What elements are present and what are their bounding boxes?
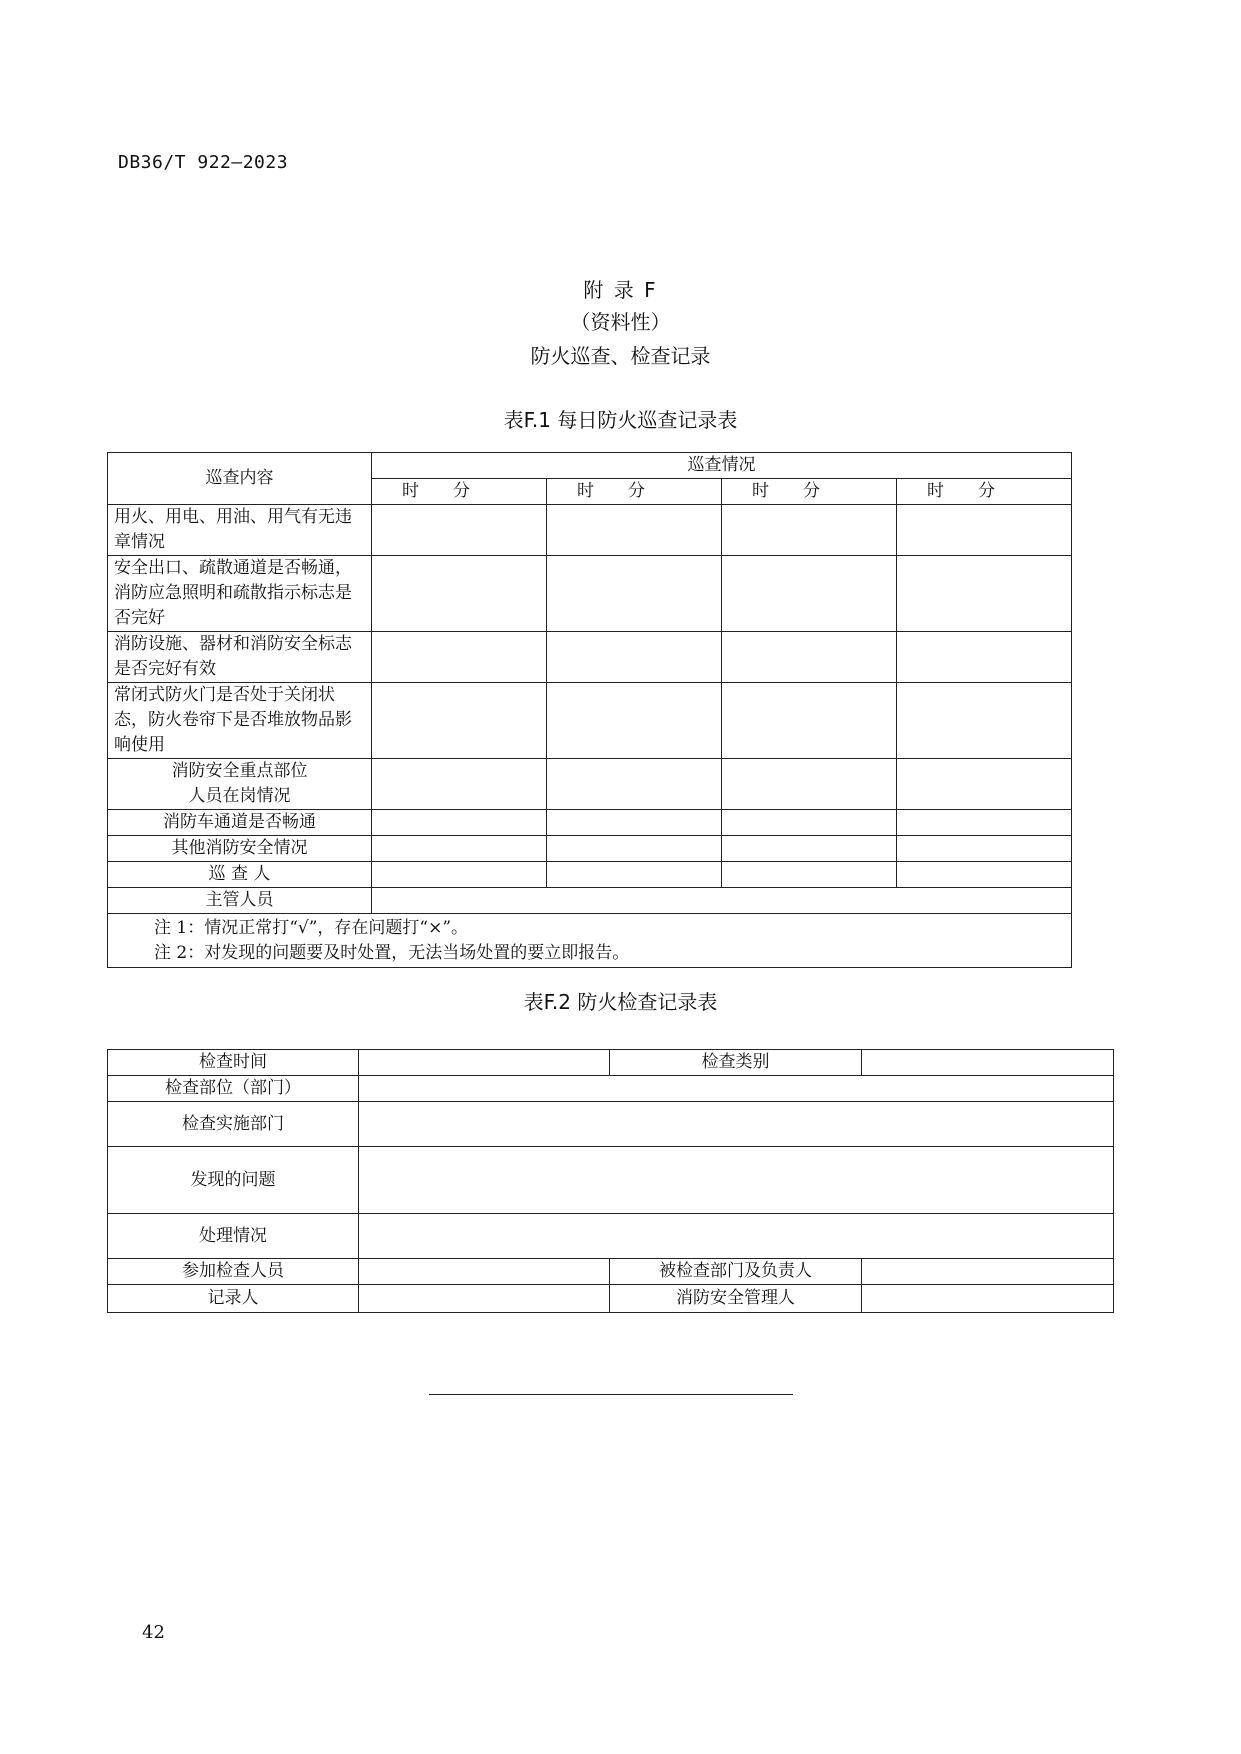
label-recorder: 记录人 xyxy=(108,1285,359,1313)
patroller-cell[interactable] xyxy=(547,862,722,888)
fire-inspection-table xyxy=(107,1049,1114,1313)
label-participants: 参加检查人员 xyxy=(108,1259,359,1285)
label-check-time: 检查时间 xyxy=(108,1050,359,1076)
patrol-cell[interactable] xyxy=(897,632,1072,683)
patrol-cell[interactable] xyxy=(722,810,897,836)
patroller-cell[interactable] xyxy=(897,862,1072,888)
patrol-cell[interactable] xyxy=(372,683,547,759)
label-check-location: 检查部位（部门） xyxy=(108,1076,359,1102)
minute-label: 分 xyxy=(628,481,645,501)
label-inspected-dept: 被检查部门及负责人 xyxy=(610,1259,862,1285)
patrol-cell[interactable] xyxy=(897,810,1072,836)
check-dept-value[interactable] xyxy=(359,1102,1114,1147)
participants-value[interactable] xyxy=(359,1259,610,1285)
patrol-cell[interactable] xyxy=(897,556,1072,632)
patrol-cell[interactable] xyxy=(897,505,1072,556)
hour-label: 时 xyxy=(577,481,594,501)
note-2: 注 2：对发现的问题要及时处置，无法当场处置的要立即报告。 xyxy=(154,942,630,963)
time-slot-2[interactable] xyxy=(547,479,722,505)
patrol-cell[interactable] xyxy=(722,632,897,683)
patrol-cell[interactable] xyxy=(372,556,547,632)
patrol-cell[interactable] xyxy=(547,683,722,759)
patrol-cell[interactable] xyxy=(722,836,897,862)
minute-label: 分 xyxy=(803,481,820,501)
table2-caption: 表F.2 防火检查记录表 xyxy=(523,990,718,1014)
patrol-cell[interactable] xyxy=(547,836,722,862)
row-label-fire-use: 用火、用电、用油、用气有无违章情况 xyxy=(108,505,372,556)
label-issues-found: 发现的问题 xyxy=(108,1147,359,1214)
hour-label: 时 xyxy=(752,481,769,501)
document-code: DB36/T 922—2023 xyxy=(118,152,289,173)
row-label-line: 人员在岗情况 xyxy=(188,786,291,806)
row-label-patroller: 巡 查 人 xyxy=(108,862,372,888)
patrol-cell[interactable] xyxy=(372,505,547,556)
row-label-fire-lanes: 消防车通道是否畅通 xyxy=(108,810,372,836)
patrol-cell[interactable] xyxy=(722,759,897,810)
minute-label: 分 xyxy=(453,481,470,501)
label-check-dept: 检查实施部门 xyxy=(108,1102,359,1147)
patrol-cell[interactable] xyxy=(547,759,722,810)
patroller-cell[interactable] xyxy=(722,862,897,888)
patrol-cell[interactable] xyxy=(722,683,897,759)
time-slot-1[interactable] xyxy=(372,479,547,505)
page-number: 42 xyxy=(142,1622,165,1643)
patrol-cell[interactable] xyxy=(547,556,722,632)
supervisor-cell[interactable] xyxy=(372,888,1072,914)
time-slot-3[interactable] xyxy=(722,479,897,505)
time-slot-4[interactable] xyxy=(897,479,1072,505)
recorder-value[interactable] xyxy=(359,1285,610,1313)
patrol-cell[interactable] xyxy=(897,836,1072,862)
end-of-appendix-rule xyxy=(429,1394,793,1395)
table1-notes xyxy=(108,914,1072,968)
patrol-cell[interactable] xyxy=(372,632,547,683)
hour-label: 时 xyxy=(402,481,419,501)
patrol-cell[interactable] xyxy=(547,505,722,556)
row-label-other: 其他消防安全情况 xyxy=(108,836,372,862)
label-safety-manager: 消防安全管理人 xyxy=(610,1285,862,1313)
inspected-dept-value[interactable] xyxy=(862,1259,1114,1285)
patrol-cell[interactable] xyxy=(372,836,547,862)
row-label-key-areas xyxy=(108,759,372,810)
hour-label: 时 xyxy=(927,481,944,501)
patrol-cell[interactable] xyxy=(547,810,722,836)
appendix-label: 附 录 F xyxy=(583,278,658,302)
patrol-cell[interactable] xyxy=(722,556,897,632)
check-type-value[interactable] xyxy=(862,1050,1114,1076)
patroller-cell[interactable] xyxy=(372,862,547,888)
col-status-header: 巡查情况 xyxy=(372,453,1072,479)
check-location-value[interactable] xyxy=(359,1076,1114,1102)
issues-found-value[interactable] xyxy=(359,1147,1114,1214)
handling-value[interactable] xyxy=(359,1214,1114,1259)
table1-caption: 表F.1 每日防火巡查记录表 xyxy=(503,408,738,432)
col-content-header: 巡查内容 xyxy=(108,453,372,505)
safety-manager-value[interactable] xyxy=(862,1285,1114,1313)
minute-label: 分 xyxy=(978,481,995,501)
patrol-cell[interactable] xyxy=(372,810,547,836)
row-label-supervisor: 主管人员 xyxy=(108,888,372,914)
note-1: 注 1：情况正常打“√”，存在问题打“×”。 xyxy=(154,917,469,938)
check-time-value[interactable] xyxy=(359,1050,610,1076)
patrol-cell[interactable] xyxy=(547,632,722,683)
patrol-cell[interactable] xyxy=(722,505,897,556)
row-label-equipment: 消防设施、器材和消防安全标志是否完好有效 xyxy=(108,632,372,683)
row-label-exits: 安全出口、疏散通道是否畅通，消防应急照明和疏散指示标志是否完好 xyxy=(108,556,372,632)
patrol-cell[interactable] xyxy=(897,759,1072,810)
row-label-line: 消防安全重点部位 xyxy=(171,761,308,781)
appendix-title: 防火巡查、检查记录 xyxy=(530,344,711,368)
row-label-fire-doors: 常闭式防火门是否处于关闭状态，防火卷帘下是否堆放物品影响使用 xyxy=(108,683,372,759)
appendix-type: （资料性） xyxy=(570,310,671,334)
patrol-cell[interactable] xyxy=(372,759,547,810)
patrol-cell[interactable] xyxy=(897,683,1072,759)
label-check-type: 检查类别 xyxy=(610,1050,862,1076)
daily-patrol-table xyxy=(107,452,1072,968)
label-handling: 处理情况 xyxy=(108,1214,359,1259)
